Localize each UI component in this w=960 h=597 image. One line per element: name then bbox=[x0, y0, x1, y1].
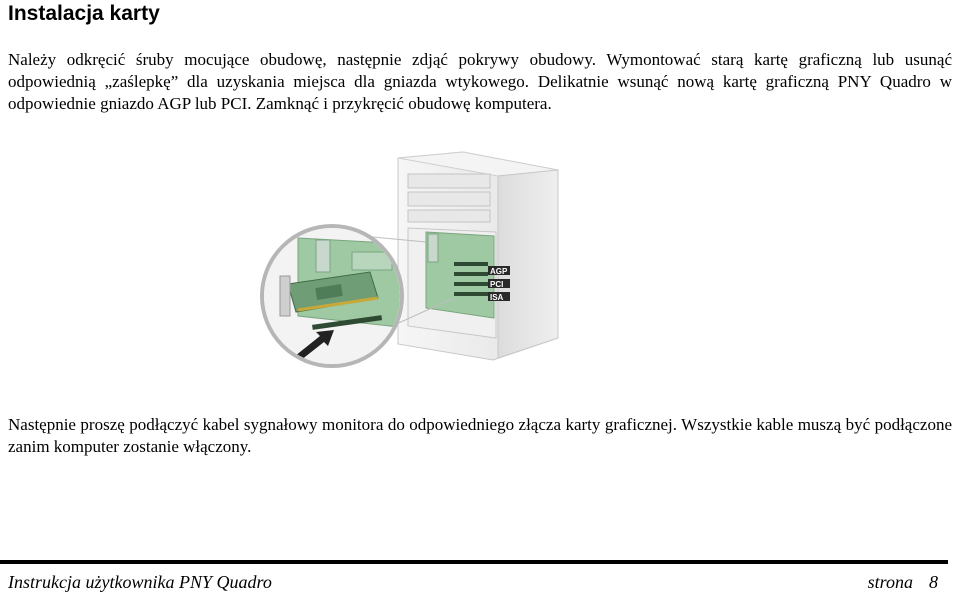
slot-label-isa: ISA bbox=[490, 293, 504, 302]
slot-label-agp: AGP bbox=[490, 267, 508, 276]
page-title: Instalacja karty bbox=[8, 2, 160, 25]
footer-divider bbox=[0, 560, 948, 564]
page-number: 8 bbox=[929, 572, 938, 592]
page-label: strona bbox=[867, 572, 913, 592]
pc-case-drawing bbox=[258, 148, 563, 376]
cable-paragraph: Następnie proszę podłączyć kabel sygnałowy monitora do odpowiedniego złącza karty graficznej. Wszystkie kable muszą być podłączone zanim komputer zostanie włączony. bbox=[8, 415, 952, 456]
footer-page-info bbox=[868, 571, 938, 593]
card-installation-illustration bbox=[258, 148, 563, 376]
installation-paragraph: Należy odkręcić śruby mocujące obudowę, następnie zdjąć pokrywy obudowy. Wymontować starą kartę graficzną lub usunąć odpowiednią „zaślepkę” dla uzyskania miejsca dla gniazda wtykowego. Delikatnie wsunąć nową kartę graficzną PNY Quadro w odpowiednie gniazdo AGP lub PCI. Zamknąć i przykręcić obudowę komputera. bbox=[8, 50, 952, 113]
footer-manual-title: Instrukcja użytkownika PNY Quadro bbox=[8, 572, 272, 592]
slot-label-pci: PCI bbox=[490, 280, 504, 289]
